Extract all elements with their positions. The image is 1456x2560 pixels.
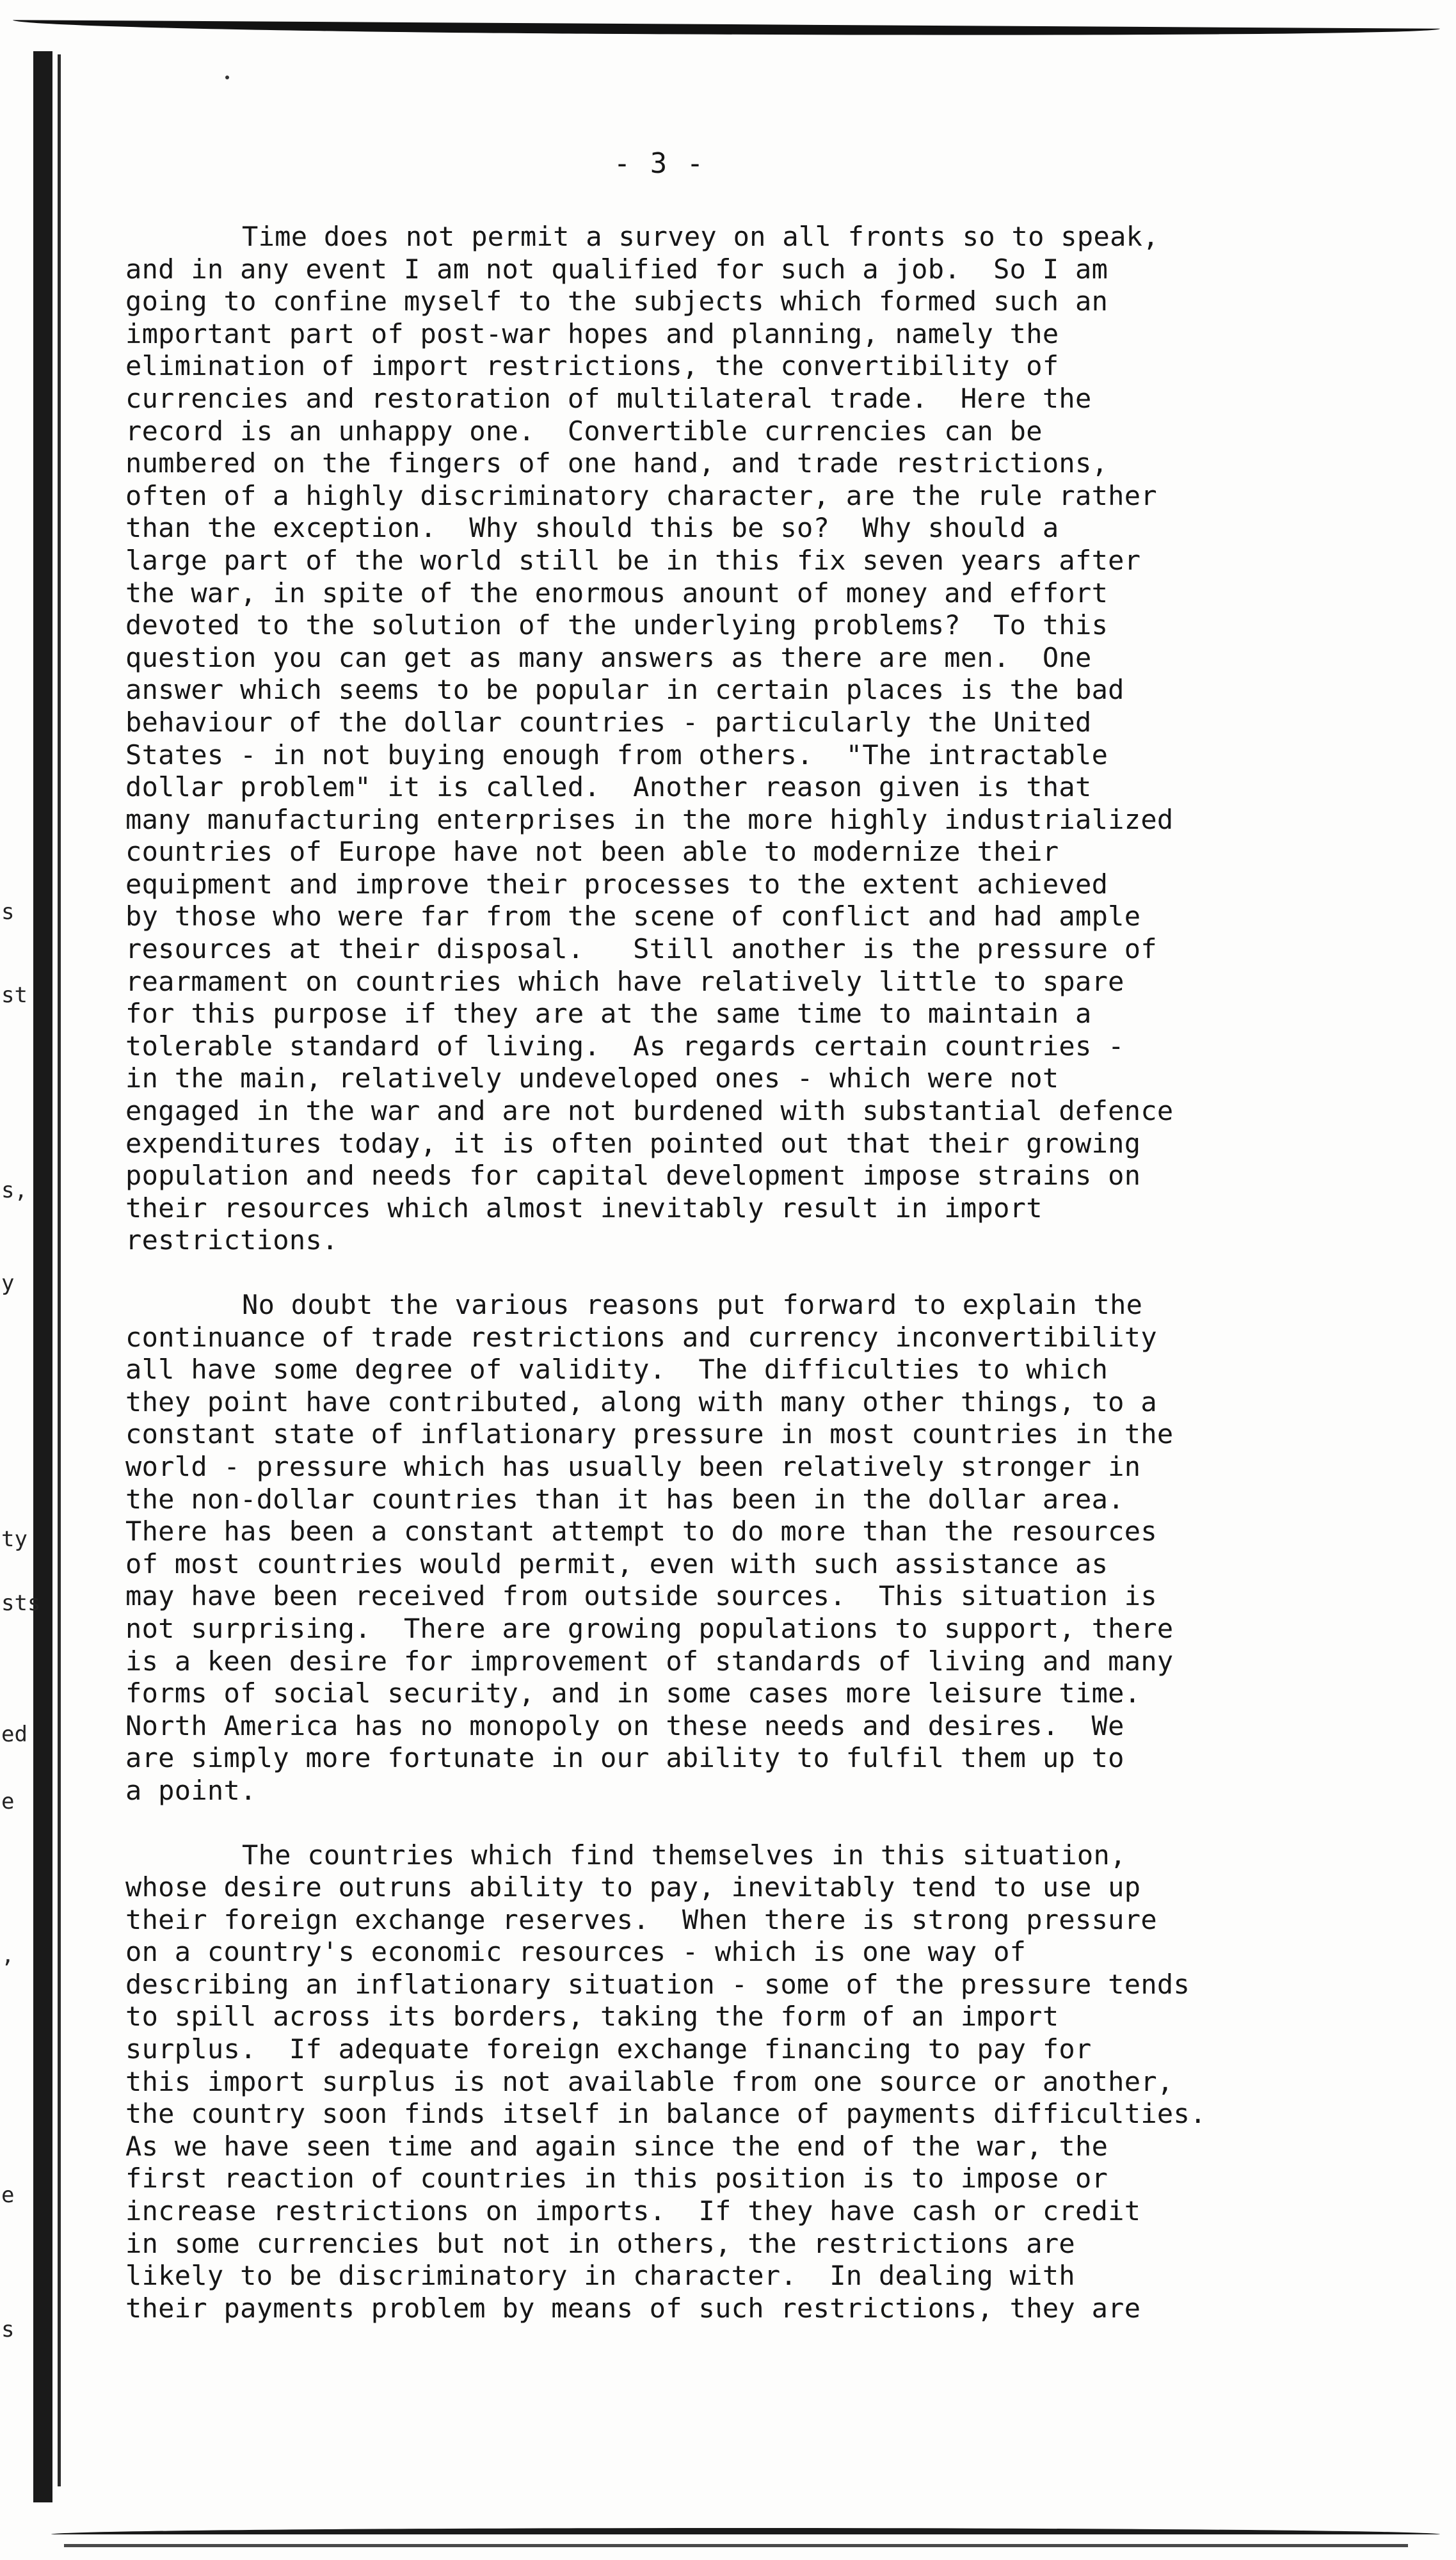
text-line: behaviour of the dollar countries - particularly the United — [125, 706, 1092, 738]
text-line: population and needs for capital development impose strains on — [125, 1160, 1141, 1192]
text-line: first reaction of countries in this position is to impose or — [125, 2163, 1108, 2195]
text-line: not surprising. There are growing populations to support, there — [125, 1612, 1174, 1644]
text-line: the non-dollar countries than it has been in the dollar area. — [125, 1483, 1124, 1515]
scan-edge-left-inner — [58, 54, 61, 2486]
text-line: often of a highly discriminatory character, are the rule rather — [125, 479, 1157, 511]
text-line: constant state of inflationary pressure in most countries in the — [125, 1418, 1174, 1450]
margin-fragment: y — [1, 1270, 15, 1296]
text-line: record is an unhappy one. Convertible currencies can be — [125, 415, 1043, 447]
text-line: of most countries would permit, even with such assistance as — [125, 1548, 1108, 1580]
paragraph — [125, 221, 1431, 1257]
text-line: North America has no monopoly on these needs and desires. We — [125, 1709, 1124, 1741]
text-line: is a keen desire for improvement of standards of living and many — [125, 1645, 1174, 1677]
margin-fragment: ed — [1, 1722, 28, 1747]
page-number: - 3 - — [613, 147, 705, 180]
margin-fragment: s, — [1, 1178, 28, 1203]
text-line: currencies and restoration of multilateral trade. Here the — [125, 382, 1092, 414]
text-line: equipment and improve their processes to the extent achieved — [125, 868, 1108, 900]
text-line: As we have seen time and again since the end of the war, the — [125, 2130, 1108, 2162]
text-line: large part of the world still be in this fix seven years after — [125, 544, 1141, 576]
text-line: No doubt the various reasons put forward to explain the — [242, 1289, 1143, 1320]
text-line: engaged in the war and are not burdened with substantial defence — [125, 1095, 1174, 1127]
text-line: devoted to the solution of the underlying problems? To this — [125, 609, 1108, 641]
text-line: going to confine myself to the subjects which formed such an — [125, 285, 1108, 317]
left-margin-fragments — [0, 0, 41, 2560]
scan-edge-bottom — [51, 2528, 1440, 2534]
text-line: States - in not buying enough from others. "The intractable — [125, 739, 1108, 771]
text-line: forms of social security, and in some cases more leisure time. — [125, 1677, 1141, 1709]
margin-fragment: s — [1, 899, 15, 925]
body-text — [125, 221, 1431, 2356]
margin-fragment: ty — [1, 1526, 28, 1552]
text-line: all have some degree of validity. The difficulties to which — [125, 1354, 1108, 1386]
text-line: the war, in spite of the enormous anount of money and effort — [125, 577, 1108, 609]
scan-edge-top — [13, 20, 1440, 39]
text-line: increase restrictions on imports. If they have cash or credit — [125, 2195, 1141, 2227]
text-line: on a country's economic resources - which is one way of — [125, 1936, 1027, 1968]
text-line: they point have contributed, along with many other things, to a — [125, 1386, 1157, 1418]
scan-speck — [225, 76, 229, 79]
text-line: rearmament on countries which have relatively little to spare — [125, 965, 1124, 997]
text-line: a point. — [125, 1774, 257, 1806]
text-line: and in any event I am not qualified for such a job. So I am — [125, 253, 1108, 285]
text-line: may have been received from outside sources. This situation is — [125, 1580, 1157, 1612]
text-line: their foreign exchange reserves. When there is strong pressure — [125, 1903, 1157, 1935]
text-line: numbered on the fingers of one hand, and trade restrictions, — [125, 447, 1108, 479]
margin-fragment: s — [1, 2317, 15, 2342]
paragraph — [125, 1839, 1431, 2325]
text-line: continuance of trade restrictions and currency inconvertibility — [125, 1321, 1157, 1353]
text-line: The countries which find themselves in this situation, — [242, 1839, 1126, 1871]
text-line: important part of post-war hopes and planning, namely the — [125, 317, 1059, 349]
scan-edge-bottom-inner — [64, 2544, 1408, 2547]
text-line: dollar problem" it is called. Another reason given is that — [125, 771, 1092, 803]
text-line: for this purpose if they are at the same time to maintain a — [125, 998, 1092, 1030]
text-line: There has been a constant attempt to do more than the resources — [125, 1516, 1157, 1548]
text-line: resources at their disposal. Still another is the pressure of — [125, 933, 1157, 965]
text-line: describing an inflationary situation - some of the pressure tends — [125, 1968, 1190, 2000]
margin-fragment: e — [1, 2182, 15, 2208]
text-line: likely to be discriminatory in character. In dealing with — [125, 2260, 1075, 2292]
text-line: than the exception. Why should this be so? Why should a — [125, 512, 1059, 544]
text-line: whose desire outruns ability to pay, inevitably tend to use up — [125, 1871, 1141, 1903]
text-line: question you can get as many answers as there are men. One — [125, 641, 1092, 673]
scan-edge-left — [33, 51, 52, 2502]
text-line: restrictions. — [125, 1224, 339, 1256]
text-line: countries of Europe have not been able to modernize their — [125, 836, 1059, 868]
text-line: are simply more fortunate in our ability to fulfil them up to — [125, 1742, 1124, 1774]
text-line: tolerable standard of living. As regards certain countries - — [125, 1030, 1124, 1062]
text-line: the country soon finds itself in balance of payments difficulties. — [125, 2098, 1206, 2130]
margin-fragment: st — [1, 982, 28, 1008]
text-line: in some currencies but not in others, the restrictions are — [125, 2227, 1075, 2259]
text-line: elimination of import restrictions, the convertibility of — [125, 350, 1059, 382]
margin-fragment: sts — [1, 1590, 41, 1616]
text-line: their payments problem by means of such restrictions, they are — [125, 2292, 1141, 2324]
margin-fragment: e — [1, 1789, 15, 1814]
text-line: surplus. If adequate foreign exchange financing to pay for — [125, 2033, 1092, 2065]
text-line: expenditures today, it is often pointed out that their growing — [125, 1127, 1141, 1159]
text-line: Time does not permit a survey on all fronts so to speak, — [242, 221, 1159, 252]
margin-fragment: , — [1, 1942, 15, 1968]
text-line: answer which seems to be popular in certain places is the bad — [125, 674, 1124, 706]
text-line: by those who were far from the scene of conflict and had ample — [125, 900, 1141, 932]
text-line: their resources which almost inevitably result in import — [125, 1192, 1043, 1224]
text-line: world - pressure which has usually been relatively stronger in — [125, 1450, 1141, 1482]
text-line: this import surplus is not available from one source or another, — [125, 2065, 1174, 2097]
text-line: to spill across its borders, taking the form of an import — [125, 2001, 1059, 2033]
text-line: in the main, relatively undeveloped ones - which were not — [125, 1062, 1059, 1094]
text-line: many manufacturing enterprises in the more highly industrialized — [125, 803, 1174, 835]
paragraph — [125, 1289, 1431, 1807]
